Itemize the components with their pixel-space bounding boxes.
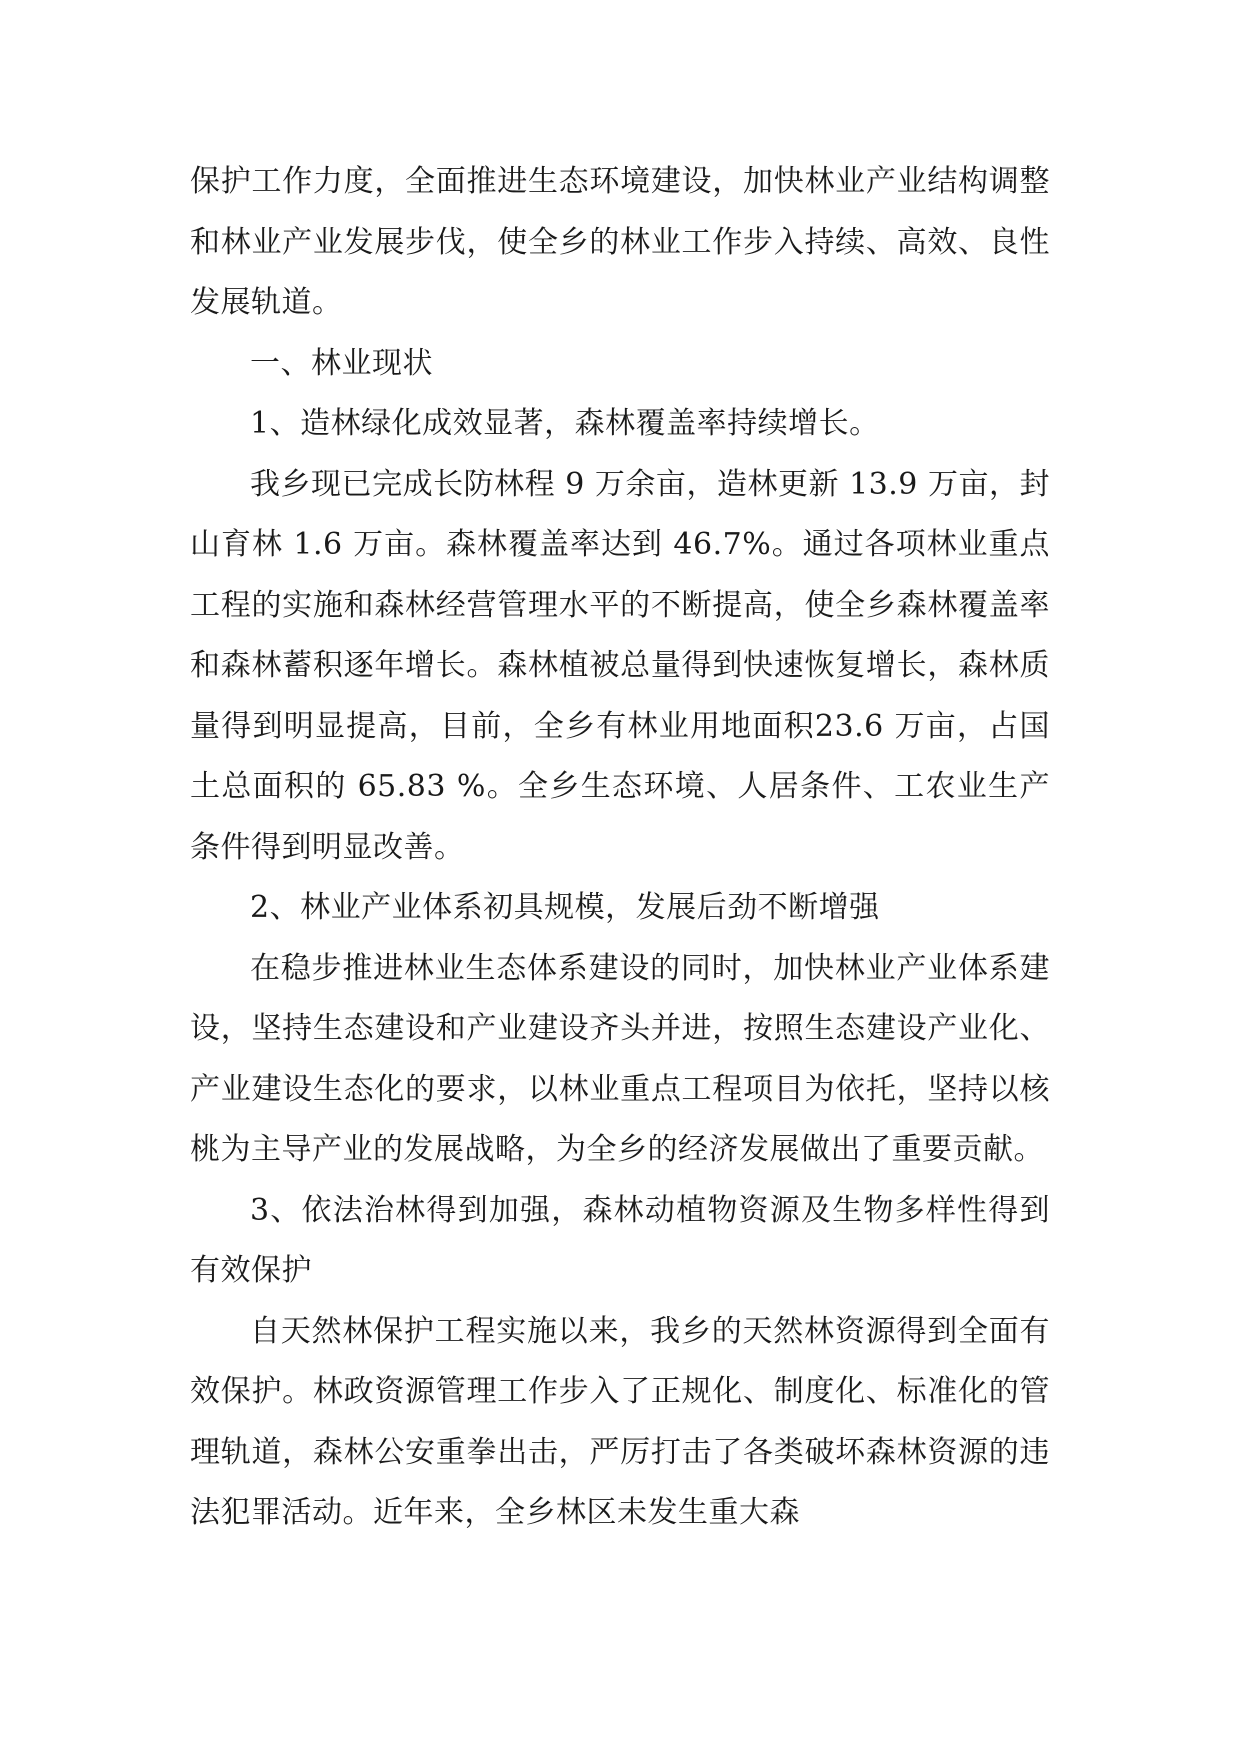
document-body xyxy=(190,152,1050,1544)
section-heading-forestry-status: 一、林业现状 xyxy=(250,345,433,381)
subheading-industry-system: 2、林业产业体系初具规模，发展后劲不断增强 xyxy=(250,890,880,925)
paragraph-industry-details: 在稳步推进林业生态体系建设的同时，加快林业产业体系建设，坚持生态建设和产业建设齐头并进，按照生态建设产业化、产业建设生态化的要求，以林业重点工程项目为依托，坚持以核桃为主导产业的发展战略，为全乡的经济发展做出了重要贡献。 xyxy=(190,950,1050,1167)
subheading-afforestation: 1、造林绿化成效显著，森林覆盖率持续增长。 xyxy=(250,406,880,441)
subheading-forest-law: 3、依法治林得到加强，森林动植物资源及生物多样性得到有效保护 xyxy=(190,1192,1050,1288)
paragraph-continuation: 保护工作力度，全面推进生态环境建设，加快林业产业结构调整和林业产业发展步伐，使全乡的林业工作步入持续、高效、良性发展轨道。 xyxy=(190,164,1050,320)
paragraph-forest-protection: 自天然林保护工程实施以来，我乡的天然林资源得到全面有效保护。林政资源管理工作步入了正规化、制度化、标准化的管理轨道，森林公安重拳出击，严厉打击了各类破坏森林资源的违法犯罪活动。近年来，全乡林区未发生重大森 xyxy=(190,1313,1050,1530)
paragraph-afforestation-details: 我乡现已完成长防林程 9 万余亩，造林更新 13.9 万亩，封山育林 1.6 万亩。森林覆盖率达到 46.7%。通过各项林业重点工程的实施和森林经营管理水平的不断提高，使全乡森林覆盖率和森林蓄积逐年增长。森林植被总量得到快速恢复增长，森林质量得到明显提高，目前，全乡有林业用地面积23.6 万亩，占国土总面积的 65.83 %。全乡生态环境、人居条件、工农业生产条件得到明显改善。 xyxy=(190,466,1050,865)
